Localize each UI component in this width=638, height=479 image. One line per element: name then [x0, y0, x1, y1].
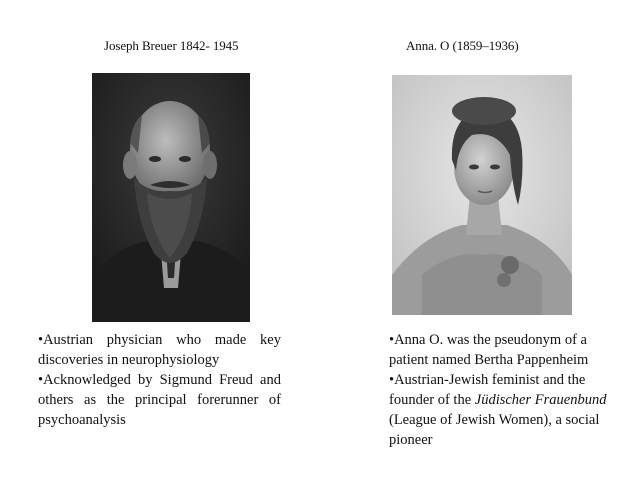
breuer-caption: Joseph Breuer 1842- 1945: [104, 38, 239, 53]
anna-o-bullet-2-text: •Austrian-Jewish feminist and the founder of the: [389, 372, 586, 408]
portrait-photo-icon: [92, 73, 250, 322]
organization-name: Jüdischer Frauenbund: [474, 392, 607, 408]
breuer-bullet-list: [38, 330, 281, 430]
anna-o-caption: Anna. O (1859–1936): [406, 38, 519, 53]
breuer-bullet-2: •Acknowledged by Sigmund Freud and others as the principal forerunner of psychoanalysis: [38, 372, 281, 428]
portrait-photo-icon: [392, 75, 572, 315]
anna-o-bullet-2: [389, 370, 607, 450]
anna-o-bullet-list: [389, 330, 607, 450]
anna-o-bullet-1: •Anna O. was the pseudonym of a patient named Bertha Pappenheim: [389, 332, 589, 368]
breuer-bullet-1: •Austrian physician who made key discoveries in neurophysiology: [38, 332, 281, 368]
breuer-portrait-photo: [92, 73, 250, 322]
anna-o-bullet-2-tail: (League of Jewish Women), a social pioneer: [389, 412, 600, 448]
anna-o-portrait-photo: [392, 75, 572, 315]
